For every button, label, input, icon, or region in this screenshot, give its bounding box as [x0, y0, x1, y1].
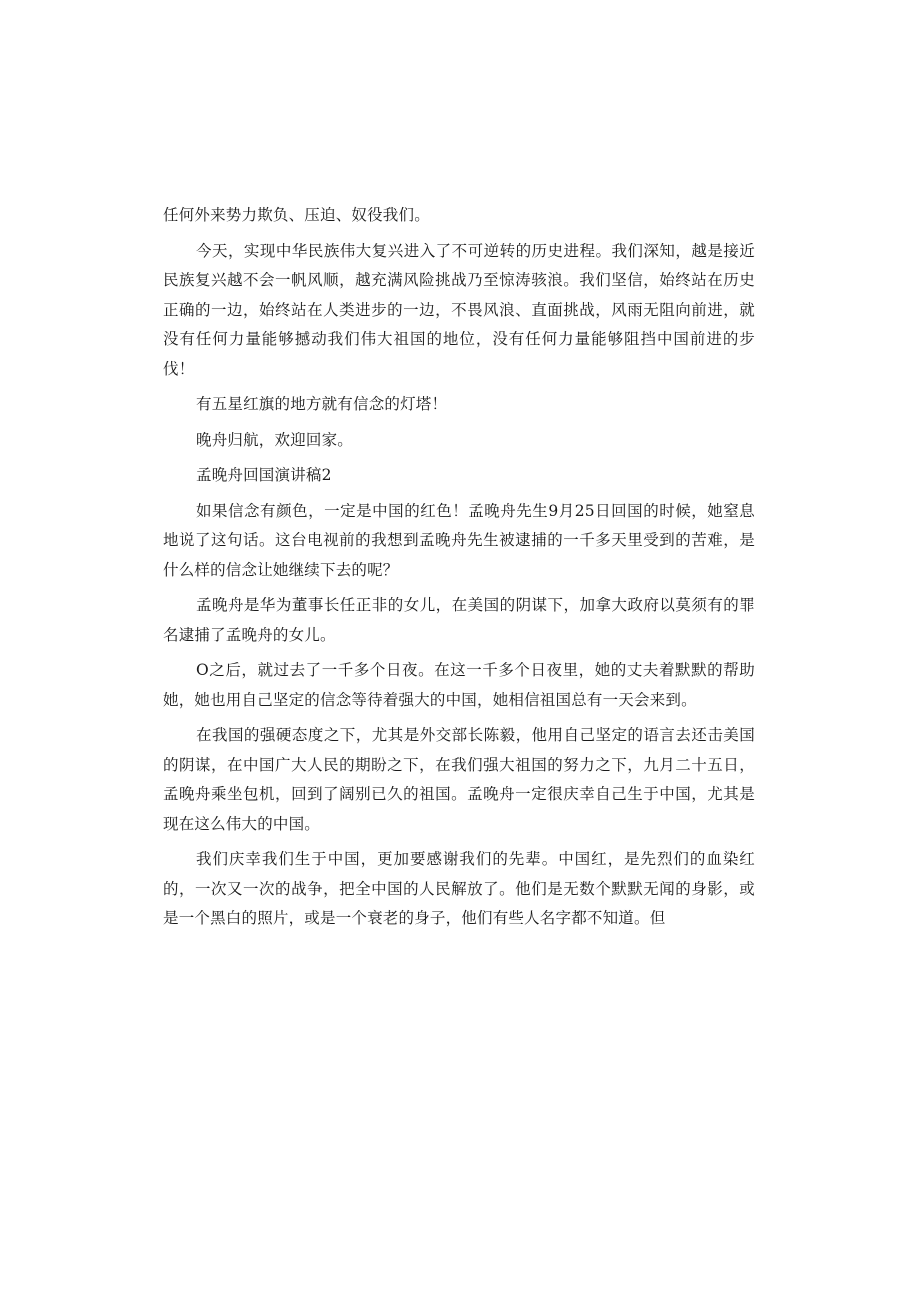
section-heading: 孟晚舟回国演讲稿2	[196, 466, 332, 484]
paragraph-gratitude: 我们庆幸我们生于中国，更加要感谢我们的先辈。中国红，是先烈们的血染红的，一次又一次的战争，把全中国的人民解放了。他们是无数个默默无闻的身影，或是一个黑白的照片，或是一个衰老的身子，他们有些人名字都不知道。但	[163, 850, 755, 927]
paragraph-background: 孟晚舟是华为董事长任正非的女儿，在美国的阴谋下，加拿大政府以莫须有的罪名逮捕了孟晚舟的女儿。	[163, 596, 755, 644]
paragraph-five-star-flag: 有五星红旗的地方就有信念的灯塔！	[196, 395, 448, 413]
paragraph-national-rejuvenation: 今天，实现中华民族伟大复兴进入了不可逆转的历史进程。我们深知，越是接近民族复兴越不会一帆风顺，越充满风险挑战乃至惊涛骇浪。我们坚信，始终站在历史正确的一边，始终站在人类进步的一边，不畏风浪、直面挑战，风雨无阻向前进，就没有任何力量能够撼动我们伟大祖国的地位，没有任何力量能够阻挡中国前进的步伐！	[163, 241, 755, 378]
paragraph-welcome-home: 晚舟归航，欢迎回家。	[196, 430, 354, 449]
document-body	[163, 201, 755, 940]
paragraph-faith-color: 如果信念有颜色，一定是中国的红色！孟晚舟先生9月25日回国的时候，她窒息地说了这句话。这台电视前的我想到孟晚舟先生被逮捕的一千多天里受到的苦难，是什么样的信念让她继续下去的呢？	[163, 501, 755, 579]
paragraph-thousand-days: O之后，就过去了一千多个日夜。在这一千多个日夜里，她的丈夫着默默的帮助她，她也用自己坚定的信念等待着强大的中国，她相信祖国总有一天会来到。	[163, 661, 755, 709]
paragraph-return: 在我国的强硬态度之下，尤其是外交部长陈毅，他用自己坚定的语言去还击美国的阴谋，在中国广大人民的期盼之下，在我们强大祖国的努力之下，九月二十五日，孟晚舟乘坐包机，回到了阔别已久的祖国。孟晚舟一定很庆幸自己生于中国，尤其是现在这么伟大的中国。	[163, 726, 755, 833]
paragraph-continuation: 任何外来势力欺负、压迫、奴役我们。	[163, 206, 430, 224]
